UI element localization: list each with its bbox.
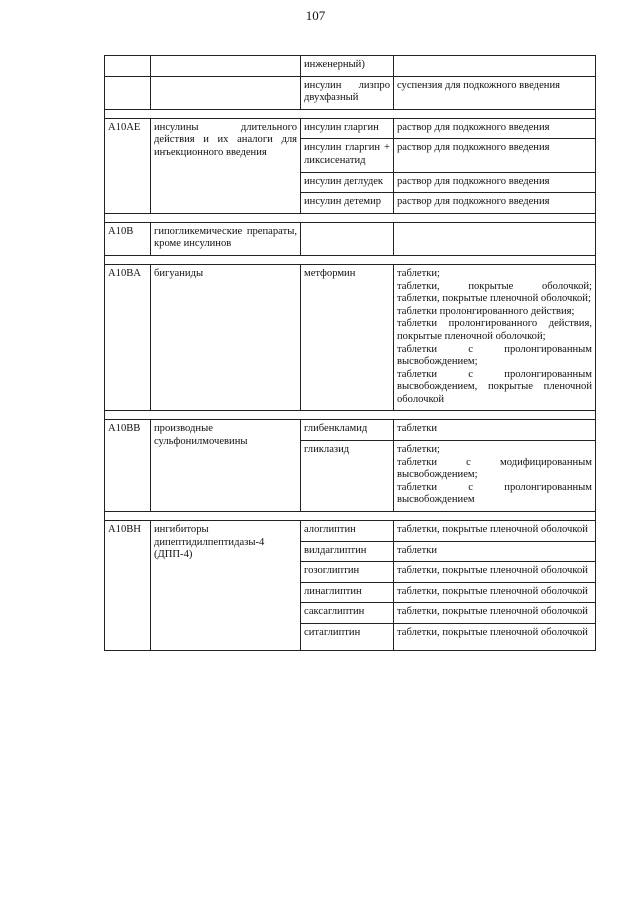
group-cell: бигуаниды xyxy=(151,264,301,411)
dosage-form-line: таблетки пролонгированного действия, покрытые пленочной оболочкой; xyxy=(397,318,592,342)
section-gap xyxy=(105,411,596,420)
dosage-form-cell xyxy=(394,56,596,77)
table-row xyxy=(105,118,596,139)
dosage-form-cell: суспензия для подкожного введения xyxy=(394,76,596,109)
atc-code-cell xyxy=(105,76,151,109)
table-row xyxy=(105,222,596,255)
dosage-form-cell: раствор для подкожного введения xyxy=(394,139,596,172)
drug-name-cell: ситаглиптин xyxy=(301,624,394,651)
dosage-form-line: таблетки с пролонгированным высвобождением xyxy=(397,481,592,506)
table-row xyxy=(105,521,596,542)
dosage-form-line: таблетки с пролонгированным высвобождением; xyxy=(397,343,592,368)
group-cell: ингибиторы дипептидилпептидазы-4 (ДПП-4) xyxy=(151,521,301,651)
dosage-form-cell: раствор для подкожного введения xyxy=(394,118,596,139)
dosage-form-cell xyxy=(394,264,596,411)
drug-name-cell: алоглиптин xyxy=(301,521,394,542)
section-gap xyxy=(105,213,596,222)
section-gap xyxy=(105,109,596,118)
dosage-form-cell: таблетки, покрытые пленочной оболочкой xyxy=(394,521,596,542)
dosage-form-line: таблетки с пролонгированным высвобождением, покрытые пленочной оболочкой xyxy=(397,368,592,405)
dosage-form-line: таблетки, покрытые пленочной оболочкой; xyxy=(397,293,591,305)
table-row xyxy=(105,264,596,411)
drug-name-cell: метформин xyxy=(301,264,394,411)
group-cell: гипогликемические препараты, кроме инсулинов xyxy=(151,222,301,255)
table-row xyxy=(105,420,596,441)
drug-name-cell: гликлазид xyxy=(301,441,394,512)
table-row xyxy=(105,76,596,109)
drug-classification-table xyxy=(104,55,596,651)
drug-name-cell: глибенкламид xyxy=(301,420,394,441)
dosage-form-cell: таблетки, покрытые пленочной оболочкой xyxy=(394,624,596,651)
section-gap xyxy=(105,512,596,521)
drug-name-cell: инженерный) xyxy=(301,56,394,77)
drug-name-cell xyxy=(301,222,394,255)
atc-code-cell: A10BB xyxy=(105,420,151,512)
dosage-form-cell: таблетки, покрытые пленочной оболочкой xyxy=(394,603,596,624)
drug-name-cell: инсулин лизпро двухфазный xyxy=(301,76,394,109)
atc-code-cell: A10B xyxy=(105,222,151,255)
drug-name-cell: гозоглиптин xyxy=(301,562,394,583)
atc-code-cell: A10BA xyxy=(105,264,151,411)
dosage-form-cell: таблетки xyxy=(394,420,596,441)
dosage-form-cell: таблетки, покрытые пленочной оболочкой xyxy=(394,562,596,583)
table-row xyxy=(105,56,596,77)
drug-name-cell: инсулин деглудек xyxy=(301,172,394,193)
drug-name-cell: инсулин детемир xyxy=(301,193,394,214)
dosage-form-cell xyxy=(394,441,596,512)
drug-name-cell: инсулин гларгин xyxy=(301,118,394,139)
dosage-form-cell: раствор для подкожного введения xyxy=(394,193,596,214)
atc-code-cell xyxy=(105,56,151,77)
group-cell: инсулины длительного действия и их аналоги для инъекционного введения xyxy=(151,118,301,213)
dosage-form-line: таблетки пролонгированного действия; xyxy=(397,305,575,317)
drug-name-cell: вилдаглиптин xyxy=(301,541,394,562)
page-number: 107 xyxy=(305,8,326,23)
group-cell: производные сульфонилмочевины xyxy=(151,420,301,512)
dosage-form-cell xyxy=(394,222,596,255)
drug-name-cell: инсулин гларгин + ликсисенатид xyxy=(301,139,394,172)
group-cell xyxy=(151,76,301,109)
dosage-form-cell: таблетки xyxy=(394,541,596,562)
drug-name-cell: саксаглиптин xyxy=(301,603,394,624)
atc-code-cell: A10AE xyxy=(105,118,151,213)
section-gap xyxy=(105,255,596,264)
dosage-form-line: таблетки; xyxy=(397,267,440,279)
dosage-form-line: таблетки; xyxy=(397,444,440,456)
dosage-form-line: таблетки, покрытые оболочкой; xyxy=(397,280,592,292)
drug-name-cell: линаглиптин xyxy=(301,582,394,603)
group-cell xyxy=(151,56,301,77)
atc-code-cell: A10BH xyxy=(105,521,151,651)
dosage-form-cell: таблетки, покрытые пленочной оболочкой xyxy=(394,582,596,603)
dosage-form-cell: раствор для подкожного введения xyxy=(394,172,596,193)
dosage-form-line: таблетки с модифицированным высвобождением; xyxy=(397,456,592,481)
